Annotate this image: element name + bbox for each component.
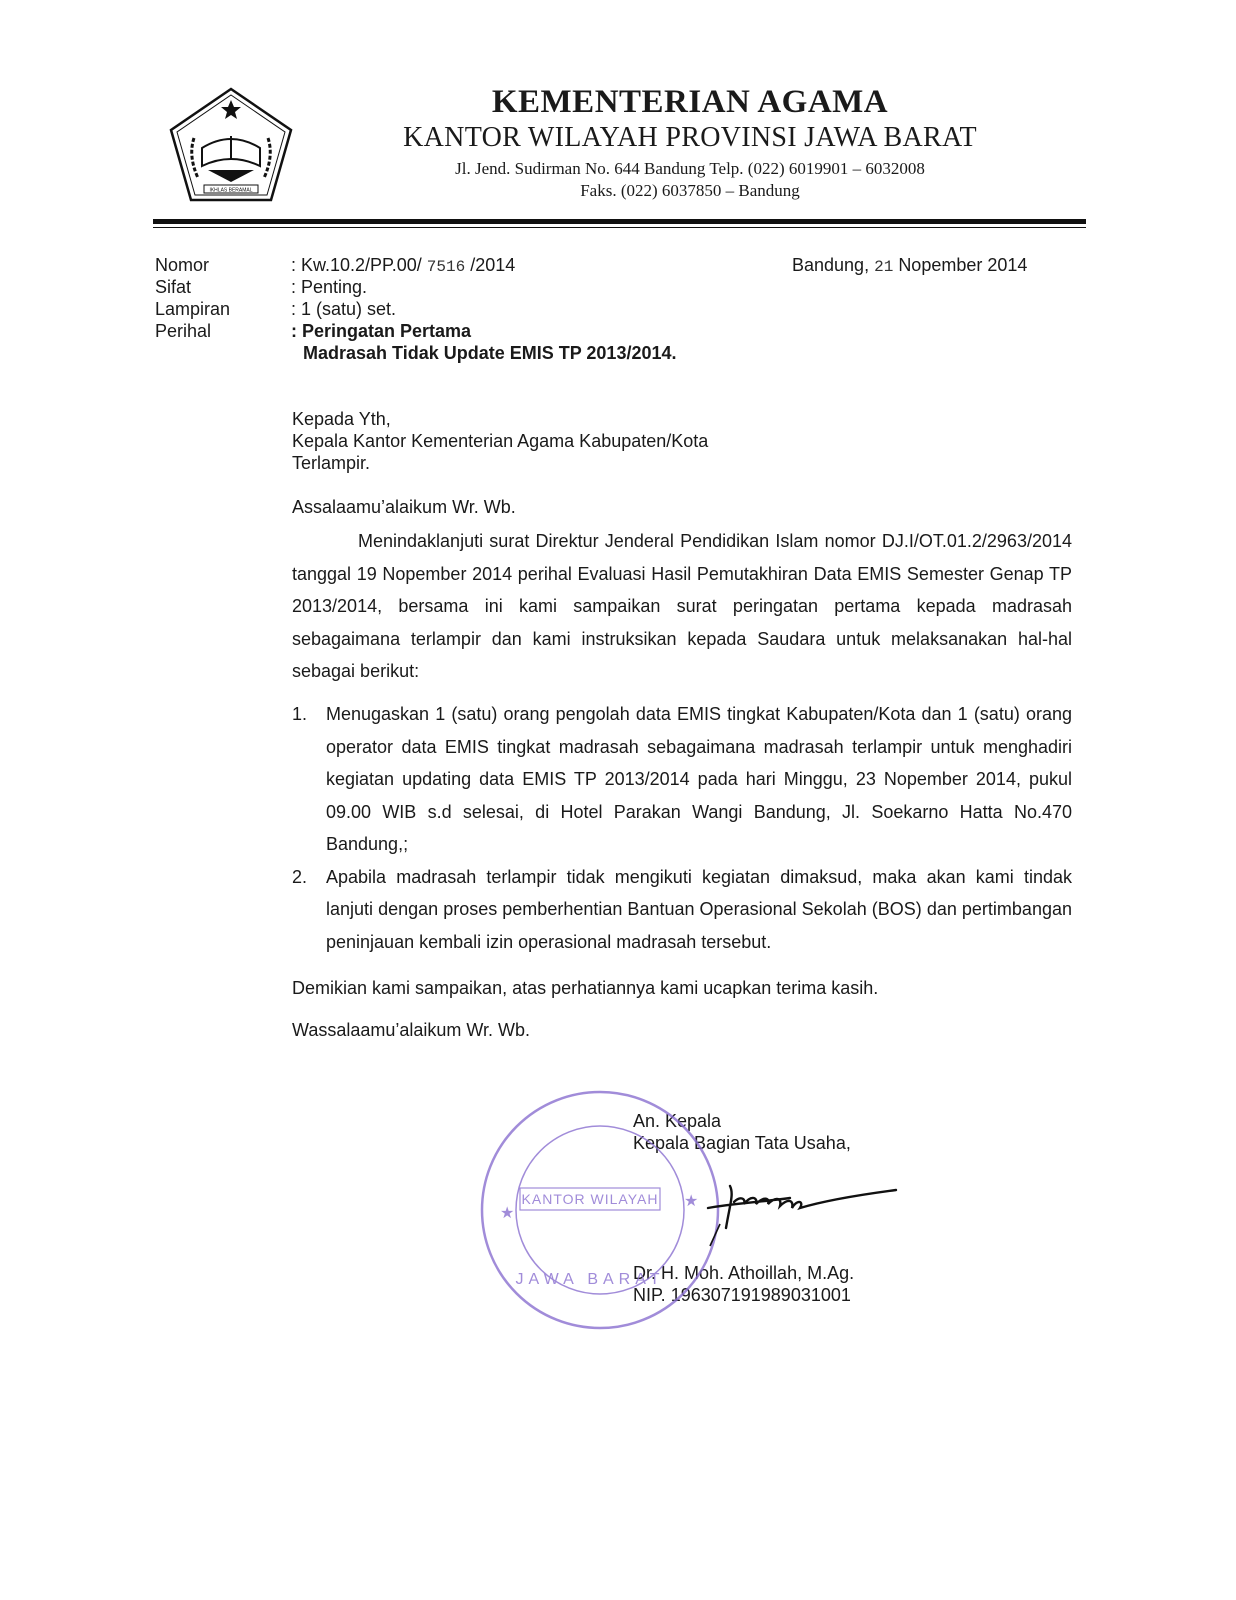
list-item-number: 1.	[292, 704, 308, 724]
addressee-line-2: Kepala Kantor Kementerian Agama Kabupaten/Kota	[292, 431, 709, 451]
list-item-text: Menugaskan 1 (satu) orang pengolah data EMIS tingkat Kabupaten/Kota dan 1 (satu) orang operator data EMIS tingkat madrasah sebagaimana madrasah terlampir untuk menghadiri kegiatan updating data EMIS TP 2013/2014 pada hari Minggu, 23 Nopember 2014, pukul 09.00 WIB s.d selesai, di Hotel Parakan Wangi Bandung, Jl. Soekarno Hatta No.470 Bandung,;	[326, 704, 1072, 854]
header-rule-thin	[153, 227, 1086, 228]
perihal-line-2: Madrasah Tidak Update EMIS TP 2013/2014.	[303, 343, 677, 363]
addressee-line-3: Terlampir.	[292, 453, 371, 473]
signatory-nip: NIP. 196307191989031001	[633, 1285, 851, 1305]
farewell: Wassalaamu’alaikum Wr. Wb.	[292, 1020, 531, 1040]
address-line-2: Faks. (022) 6037850 – Bandung	[580, 181, 800, 200]
addressee-line-1: Kepada Yth,	[292, 409, 391, 429]
date-city: Bandung,	[792, 255, 870, 275]
logo-motto: IKHLAS BERAMAL	[209, 187, 253, 194]
sifat-label: Sifat	[155, 277, 192, 297]
date-month-year: Nopember 2014	[898, 255, 1028, 275]
header-rule-thick	[153, 219, 1086, 224]
signatory-title-1: An. Kepala	[633, 1111, 722, 1131]
nomor-number: 7516	[426, 258, 466, 276]
office-name: KANTOR WILAYAH PROVINSI JAWA BARAT	[403, 122, 977, 153]
handwritten-signature-icon	[700, 1168, 910, 1248]
official-stamp-icon	[478, 1088, 722, 1332]
date-day: 21	[874, 258, 894, 276]
nomor-suffix: /2014	[470, 255, 516, 275]
lampiran-label: Lampiran	[155, 299, 231, 319]
body-paragraph: Menindaklanjuti surat Direktur Jenderal Pendidikan Islam nomor DJ.I/OT.01.2/2963/2014 tanggal 19 Nopember 2014 perihal Evaluasi Hasil Pemutakhiran Data EMIS Semester Genap TP 2013/2014, bersama ini kami sampaikan surat peringatan pertama kepada madrasah sebagaimana terlampir dan kami instruksikan kepada Saudara untuk melaksanakan hal-hal sebagai berikut:	[292, 531, 1072, 681]
perihal-line-1: : Peringatan Pertama	[291, 321, 472, 341]
letter-date	[792, 254, 1027, 278]
closing-sentence: Demikian kami sampaikan, atas perhatiannya kami ucapkan terima kasih.	[292, 978, 879, 998]
ministry-logo-icon	[168, 86, 294, 204]
nomor-value	[291, 254, 515, 278]
signatory-name: Dr. H. Moh. Athoillah, M.Ag.	[633, 1263, 855, 1283]
stamp-bottom-text: JAWA BARAT	[515, 1271, 665, 1288]
list-item	[292, 698, 1072, 861]
nomor-prefix: : Kw.10.2/PP.00/	[291, 255, 422, 275]
ministry-name: KEMENTERIAN AGAMA	[491, 84, 889, 120]
svg-text:★: ★	[684, 1193, 699, 1210]
greeting: Assalaamu’alaikum Wr. Wb.	[292, 497, 516, 517]
signatory-title-2: Kepala Bagian Tata Usaha,	[633, 1133, 851, 1153]
instruction-list	[292, 698, 1072, 958]
list-item-number: 2.	[292, 866, 308, 887]
perihal-label: Perihal	[155, 321, 212, 341]
list-item	[292, 861, 1072, 959]
list-item-text: Apabila madrasah terlampir tidak mengikuti kegiatan dimaksud, maka akan kami tindak lanjuti dengan proses pemberhentian Bantuan Operasional Sekolah (BOS) dan pertimbangan peninjauan kembali izin operasional madrasah tersebut.	[326, 866, 1072, 952]
address-line-1: Jl. Jend. Sudirman No. 644 Bandung Telp. (022) 6019901 – 6032008	[455, 159, 925, 178]
nomor-label: Nomor	[155, 255, 210, 275]
sifat-value: : Penting.	[291, 277, 368, 297]
stamp-center-text: KANTOR WILAYAH	[521, 1191, 659, 1207]
svg-text:★: ★	[500, 1205, 515, 1222]
lampiran-value: : 1 (satu) set.	[291, 299, 397, 319]
